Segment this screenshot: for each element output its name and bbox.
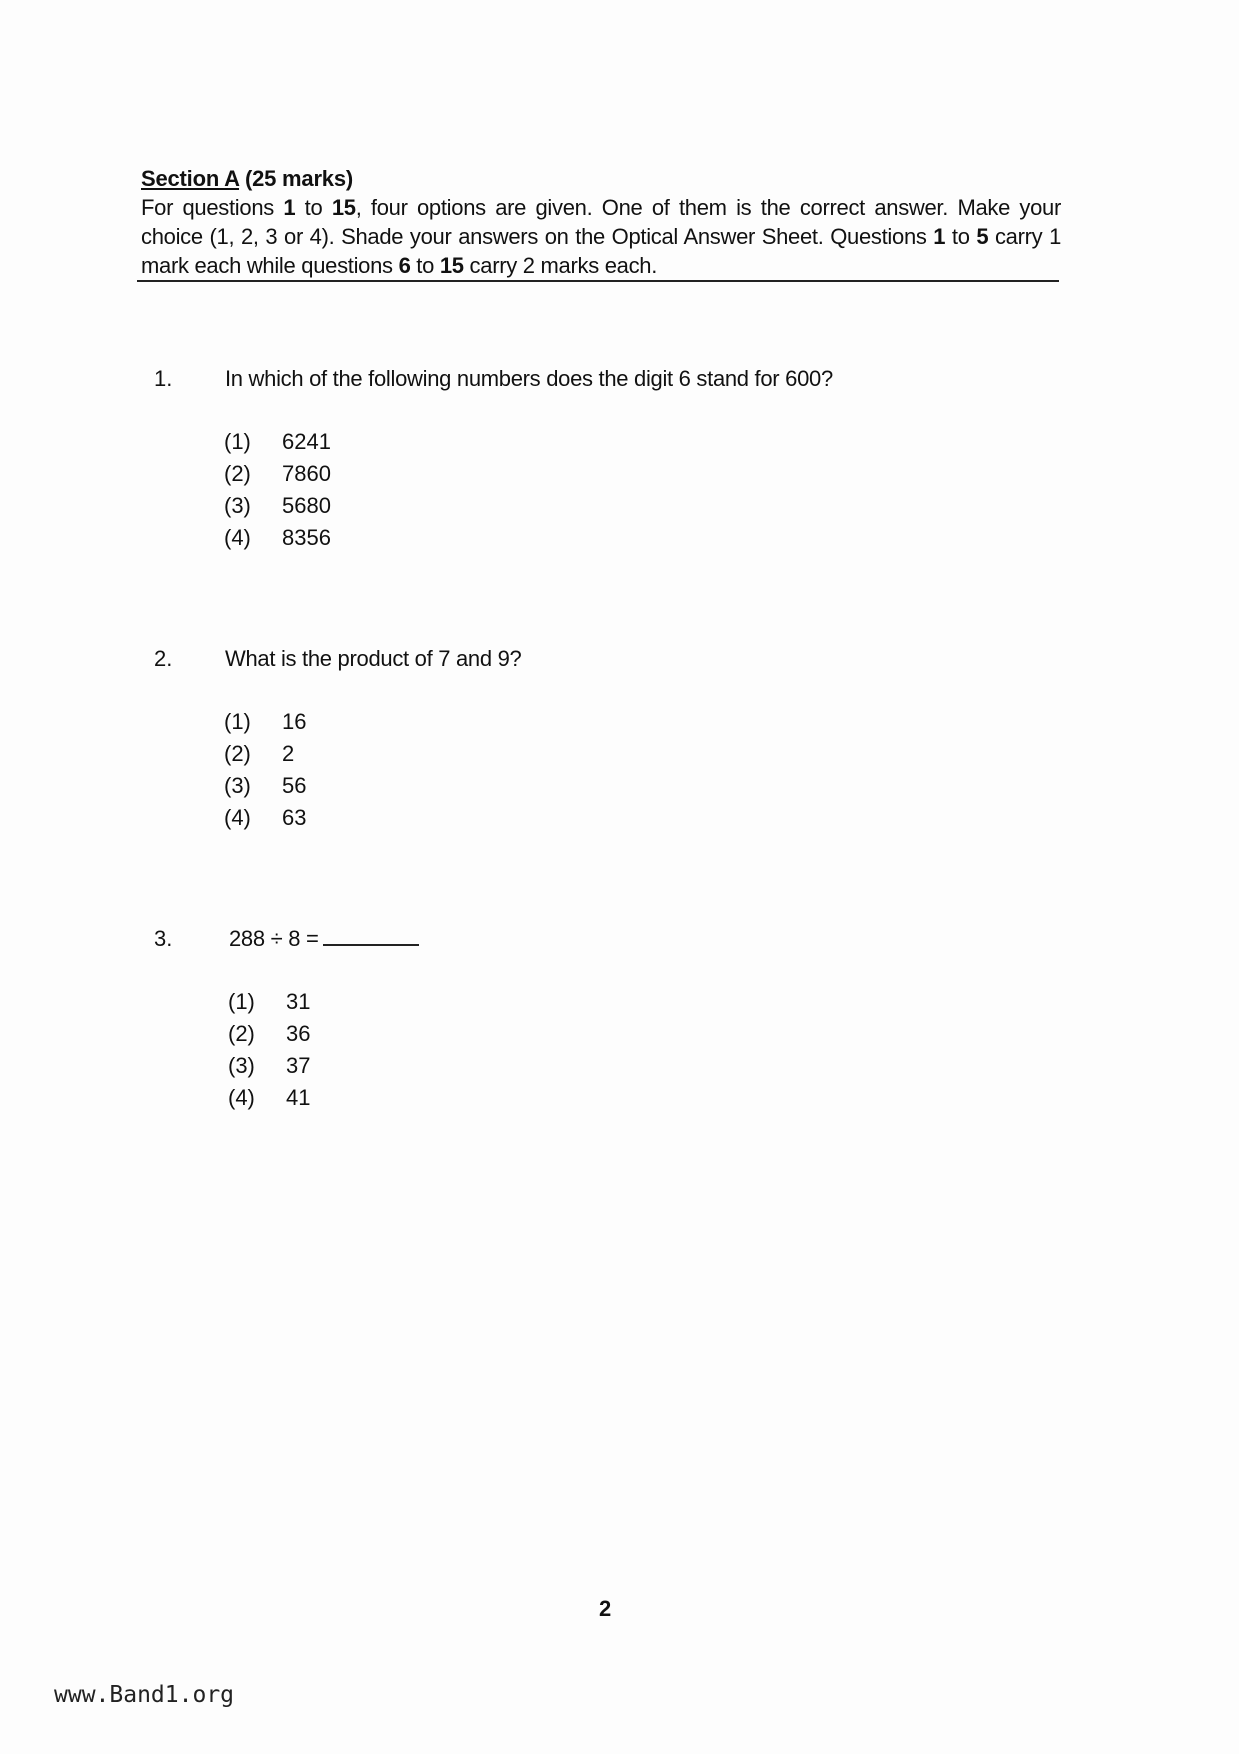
option-item [228,1018,310,1050]
option-label: (3) [224,493,251,518]
question-number: 3. [154,926,173,951]
option-label: (4) [224,525,251,550]
option-value: 2 [282,741,295,766]
instr-text: carry 2 marks each. [463,253,658,278]
option-item [228,1050,310,1082]
option-label: (3) [228,1053,255,1078]
option-value: 5680 [282,493,331,518]
option-value: 8356 [282,525,331,550]
option-value: 7860 [282,461,331,486]
section-title-marks: (25 marks) [239,166,354,191]
option-label: (1) [228,989,255,1014]
answer-blank [323,926,419,946]
option-label: (4) [228,1085,255,1110]
instr-bold: 1 [283,195,296,220]
instr-bold: 1 [933,224,946,249]
option-label: (3) [224,773,251,798]
instr-text: , four options are given. One of them is the correct answer. Make your choice (1, 2, 3 or 4). Shade your answers on the Optical Answer Sheet. Questions [141,195,1062,249]
option-label: (1) [224,709,251,734]
question-expression [229,926,419,952]
question-text: In which of the following numbers does the digit 6 stand for 600? [225,366,833,391]
option-value: 6241 [282,429,331,454]
option-item [224,458,331,490]
option-value: 36 [286,1021,311,1046]
instr-text: carry 1 mark each while questions [141,224,1061,278]
instr-bold: 15 [439,253,464,278]
option-item [224,490,331,522]
section-title [141,164,1061,193]
instr-bold: 5 [976,224,989,249]
page-number: 2 [599,1596,612,1621]
option-list [224,426,331,554]
header-divider [137,280,1059,282]
question-number: 2. [154,646,173,671]
option-item [224,770,306,802]
option-label: (4) [224,805,251,830]
section-title-name: Section A [141,166,240,191]
question-text: 288 ÷ 8 = [229,926,319,951]
option-item [228,1082,310,1114]
option-item [224,738,306,770]
instr-text: to [295,195,332,220]
option-value: 41 [286,1085,311,1110]
option-label: (2) [224,741,251,766]
option-item [228,986,310,1018]
option-value: 37 [286,1053,311,1078]
instr-bold: 15 [331,195,356,220]
option-label: (1) [224,429,251,454]
instr-text: to [410,253,440,278]
option-item [224,522,331,554]
option-value: 31 [286,989,311,1014]
instr-bold: 6 [398,253,411,278]
watermark-url: www.Band1.org [54,1682,235,1708]
option-value: 16 [282,709,307,734]
section-instructions [141,193,1061,280]
instr-text: For questions [141,195,284,220]
section-header [141,164,1061,280]
option-item [224,426,331,458]
option-list [224,706,306,834]
option-value: 63 [282,805,307,830]
option-item [224,802,306,834]
question-text: What is the product of 7 and 9? [225,646,522,671]
instr-text: to [945,224,977,249]
option-label: (2) [224,461,251,486]
question-number: 1. [154,366,173,391]
option-item [224,706,306,738]
option-label: (2) [228,1021,255,1046]
option-value: 56 [282,773,307,798]
option-list [228,986,310,1114]
